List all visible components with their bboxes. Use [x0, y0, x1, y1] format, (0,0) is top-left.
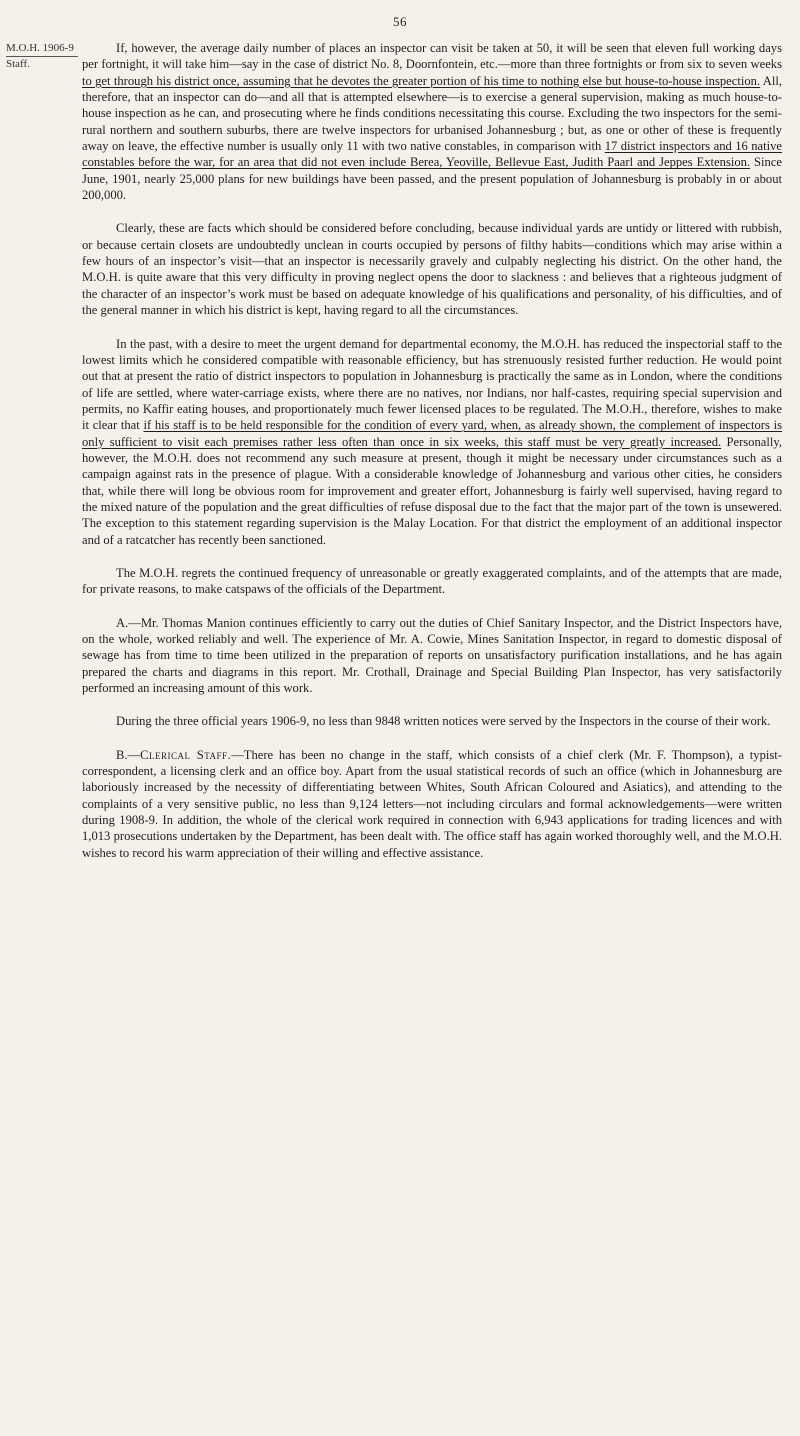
paragraph-clerical-staff: B.—Clerical Staff.—There has been no change in the staff, which consists of a chief clerk (Mr. F. Thompson), a typist-correspondent, a licensing clerk and an office boy. Apart from the usual statistical records of such an office (which in Johannesburg are laboriously increased by the necessity of differentiating between Whites, South African Coloured and Asiatics), and attending to the complaints of a very sensitive public, no less than 9,124 letters—not including circulars and formal acknowledgements—were written during 1908-9. In addition, the whole of the clerical work required in connection with 6,943 applications for trading licences and with 1,013 prosecutions undertaken by the Department, has been dealt with. The office staff has again worked thoroughly well, and the M.O.H. wishes to record his warm appreciation of their willing and effective assistance. [82, 747, 782, 860]
paragraph-considerations: Clearly, these are facts which should be considered before concluding, because individual yards are untidy or littered with rubbish, or because certain closets are undoubtedly unclean in courts occupied by persons of filthy habits—conditions which may arise within a few hours of an inspector’s visit—that an inspector is necessarily gravely and culpably neglecting his district. On the other hand, the M.O.H. is quite aware that this very difficulty in proving neglect opens the door to slackness : and believes that a righteous judgment of the character of an inspector’s work must be based on adequate knowledge of his qualifications and personality, of his difficulties, and of the general manner in which his district is kept, having regard to all the circumstances. [82, 221, 782, 318]
paragraph-notices: During the three official years 1906-9, no less than 9848 written notices were served by the Inspectors in the course of their work. [116, 714, 771, 729]
paragraph-complaints: The M.O.H. regrets the continued frequency of unreasonable or greatly exaggerated complaints, and of the attempts that are made, for private reasons, to make catspaws of the officials of the Department. [82, 565, 782, 597]
section-heading-clerical-staff: Clerical Staff. [140, 747, 232, 762]
margin-reference-text: M.O.H. 1906-9 [6, 40, 78, 57]
underlined-passage: if his staff is to be held responsible for the condition of every yard, when, as already shown, the complement of inspectors is only sufficient to visit each premises rather less often than once in six weeks, this staff must be very greatly increased. [82, 418, 782, 449]
margin-staff-label: Staff. [6, 58, 30, 70]
document-body [82, 40, 782, 878]
margin-reference [6, 40, 78, 57]
paragraph-inspection-capacity: If, however, the average daily number of places an inspector can visit be taken at 50, it will be seen that eleven full working days per fortnight, it will take him—say in the case of district No. 8, Doornfontein, etc.—more than three fortnights or from six to seven weeks to get through his district once, assuming that he devotes the greater portion of his time to nothing else but house-to-house inspection. All, therefore, that an inspector can do—and all that is attempted elsewhere—is to exercise a general supervision, making as much house-to-house inspection as he can, and prosecuting where he finds conditions necessitating this course. Excluding the two inspectors for the semi-rural northern and southern suburbs, there are twelve inspectors for urbanised Johannesburg ; but, as one or other of these is frequently away on leave, the effective number is usually only 11 with two native constables, in comparison with 17 district inspectors and 16 native constables before the war, for an area that did not even include Berea, Yeoville, Bellevue East, Judith Paarl and Jeppes Extension. Since June, 1901, nearly 25,000 plans for new buildings have been passed, and the present population of Johannesburg is probably in or about 200,000. [82, 41, 782, 203]
paragraph-inspectors: A.—Mr. Thomas Manion continues efficiently to carry out the duties of Chief Sanitary Inspector, and the District Inspectors have, on the whole, worked reliably and well. The experience of Mr. A. Cowie, Mines Sanitation Inspector, in regard to domestic disposal of sewage has from time to time been utilized in the preparation of reports on unsatisfactory purification installations, and he has again prepared the charts and diagrams in this report. Mr. Crothall, Drainage and Special Building Plan Inspector, has very satisfactorily performed an increasing amount of this work. [82, 615, 782, 696]
page-number: 56 [393, 14, 407, 29]
underlined-passage: to get through his district once, assuming that he devotes the greater portion of his time to nothing else but house-to-house inspection. [82, 73, 761, 88]
paragraph-staff-reduction: In the past, with a desire to meet the urgent demand for departmental economy, the M.O.H. has reduced the inspectorial staff to the lowest limits which he considered compatible with reasonable efficiency, but has strenuously resisted further reduction. He would point out that at present the ratio of district inspectors to population in Johannesburg is practically the same as in London, where the conditions of life are settled, where water-carriage exists, where there are no natives, nor Indians, nor half-castes, requiring special supervision and permits, no Kaffir eating houses, and proportionately much fewer licensed places to be regulated. The M.O.H., therefore, wishes to make it clear that if his staff is to be held responsible for the condition of every yard, when, as already shown, the complement of inspectors is only sufficient to visit each premises rather less often than once in six weeks, this staff must be very greatly increased. Personally, however, the M.O.H. does not recommend any such measure at present, though it might be necessary under circumstances such as a campaign against rats in the presence of plague. With a considerable knowledge of Johannesburg and various other cities, he considers that, while there will long be obvious room for improvement and greater effort, Johannesburg is fairly well supervised, having regard to the mixed nature of the population and the great difficulties of refuse disposal due to the fact that the major part of the town is unsewered. The exception to this statement regarding supervision is the Malay Location. For that district the employment of an additional inspector and of a ratcatcher has recently been sanctioned. [82, 336, 782, 547]
underlined-passage: 17 district inspectors and 16 native constables before the war, for an area that did not even include Berea, Yeoville, Bellevue East, Judith Paarl and Jeppes Extension. [82, 139, 782, 170]
